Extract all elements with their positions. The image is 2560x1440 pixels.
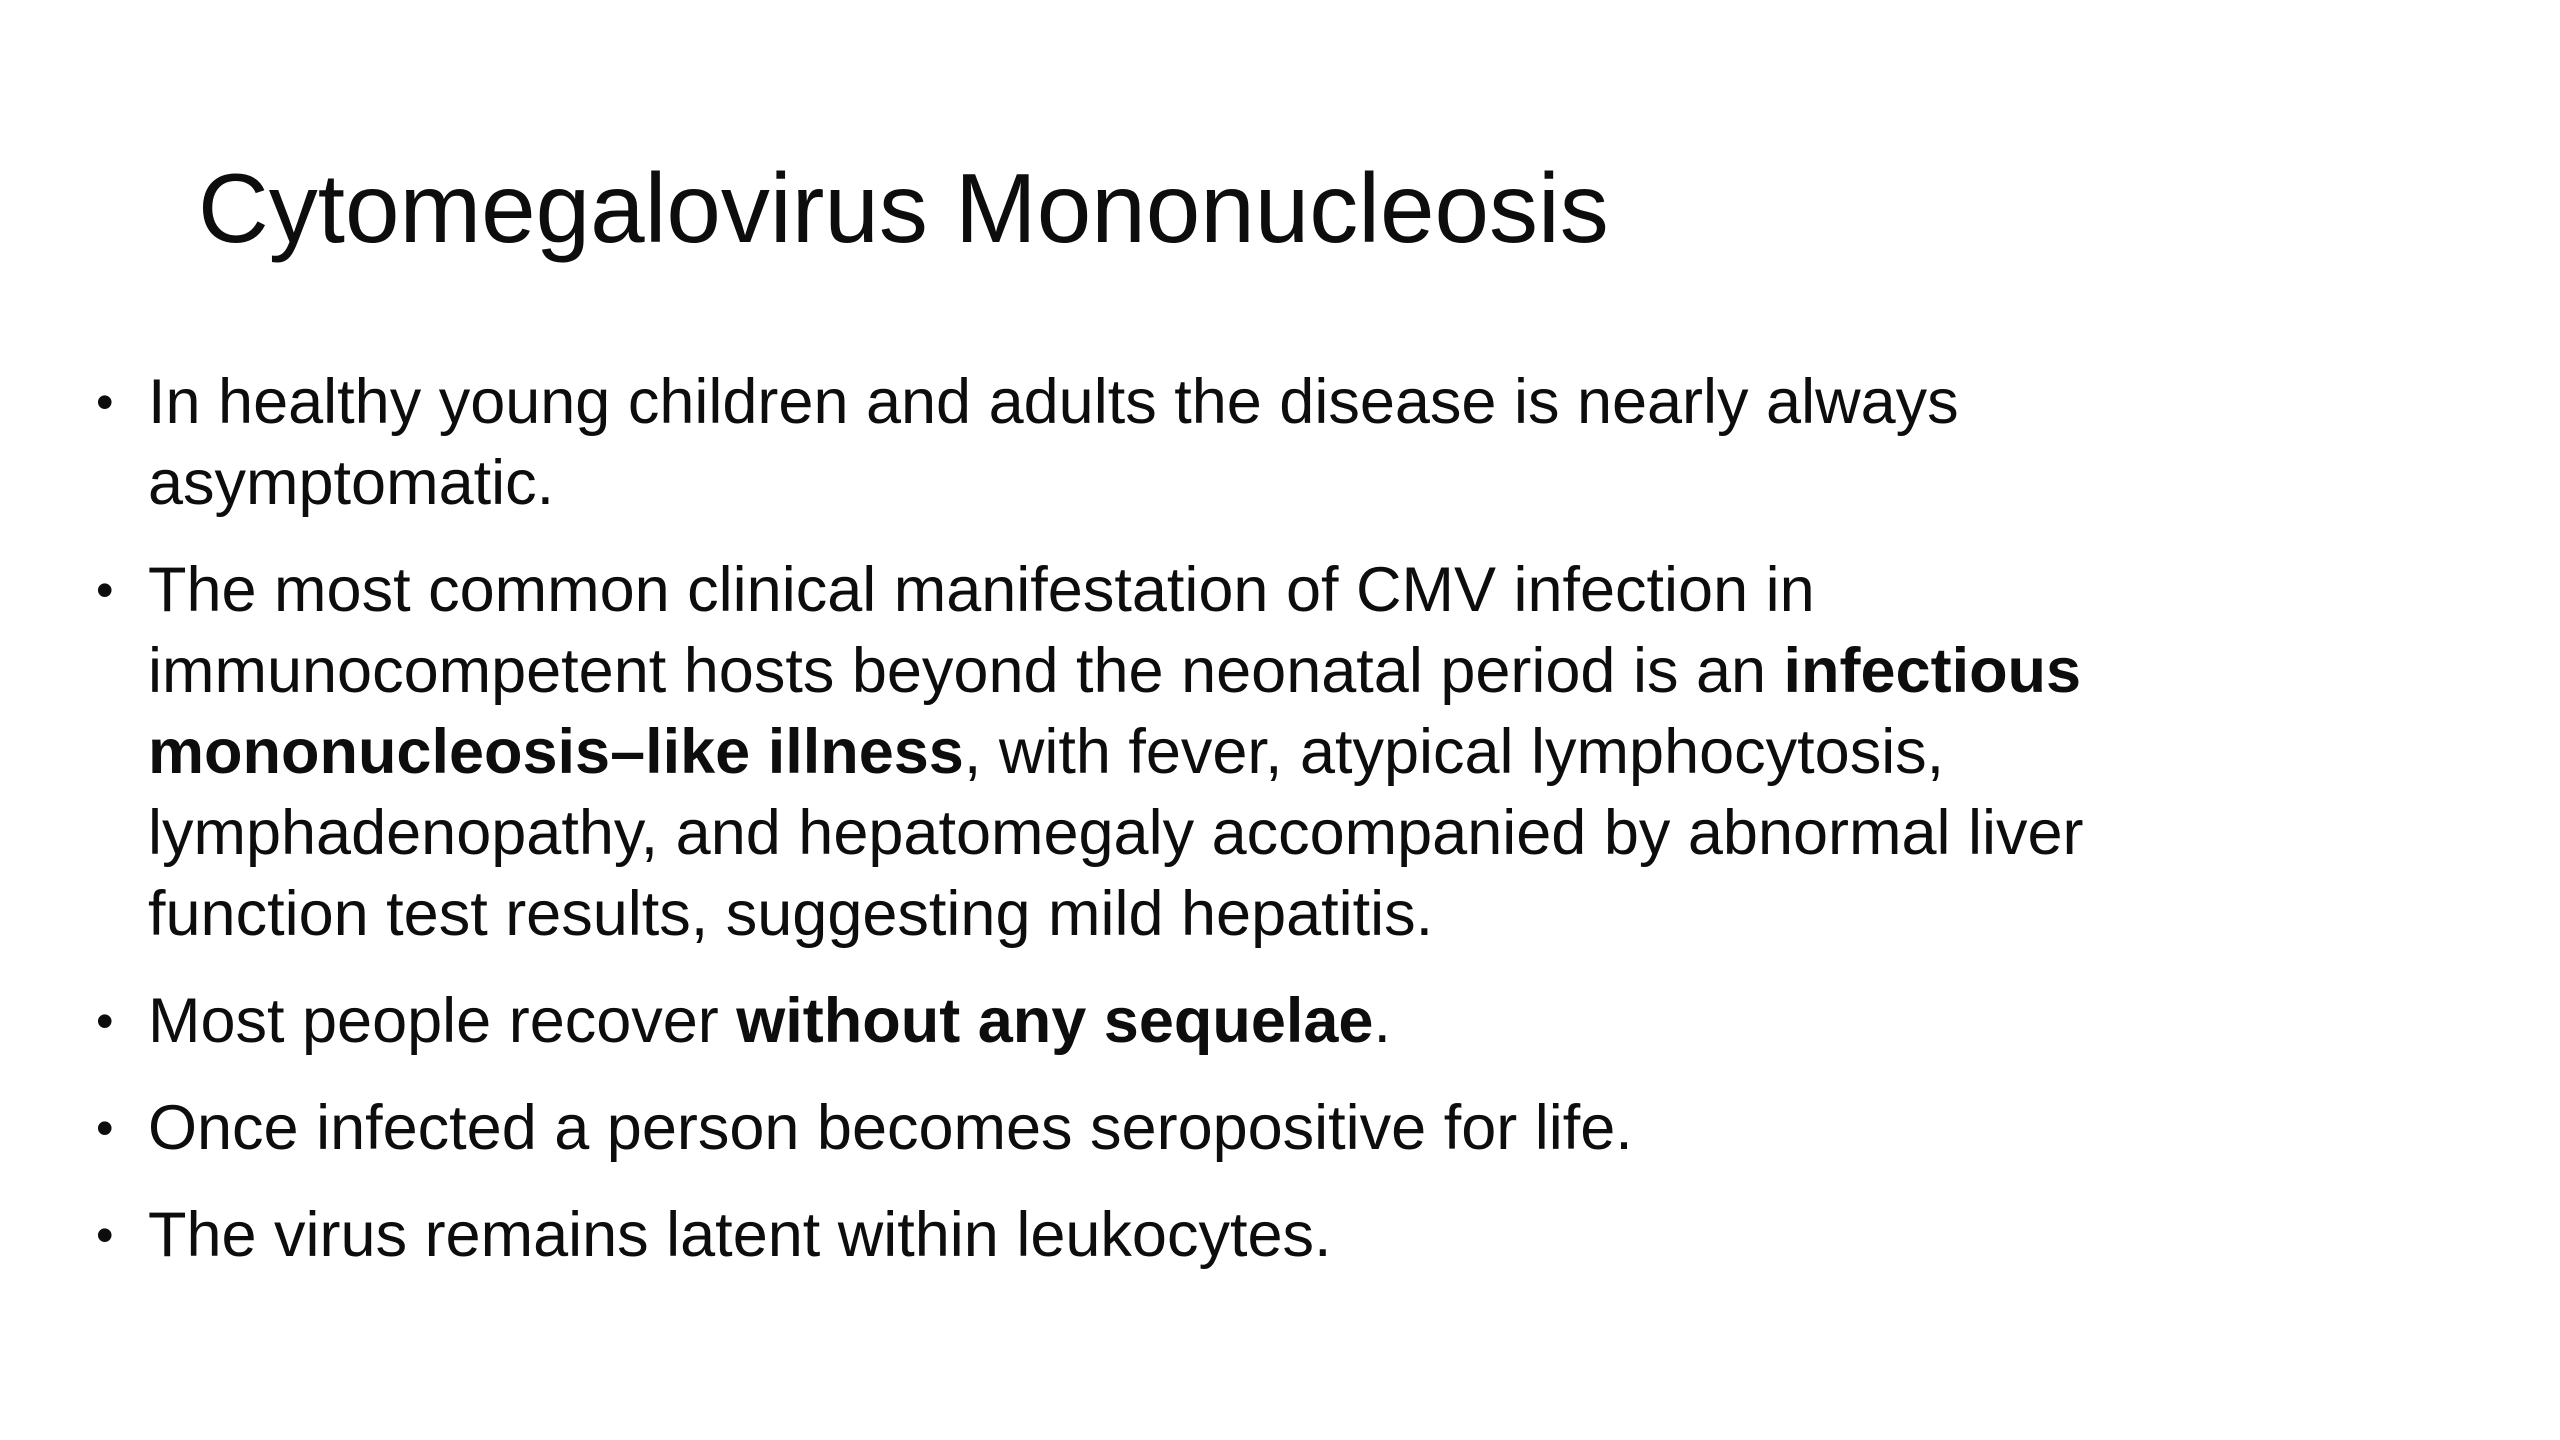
text-run: Most people recover [148, 986, 737, 1056]
bullet-dot: • [96, 1100, 114, 1156]
bullet-line [148, 550, 2376, 631]
bullet-line [148, 631, 2376, 712]
bullet-line [148, 712, 2376, 793]
text-run: asymptomatic. [148, 448, 555, 518]
bullet-line [148, 362, 2376, 443]
bullet-item [96, 1088, 2376, 1169]
bold-text-run: infectious [1783, 636, 2082, 706]
bullet-item [96, 981, 2376, 1062]
bullet-line [148, 1088, 2376, 1169]
bullet-line [148, 793, 2376, 874]
bullet-dot: • [96, 562, 114, 618]
bullet-line [148, 443, 2376, 524]
bold-text-run: without any sequelae [736, 986, 1374, 1056]
bullet-item [96, 362, 2376, 524]
text-run: . [1373, 986, 1391, 1056]
bullet-dot: • [96, 1207, 114, 1263]
bullet-item [96, 1195, 2376, 1276]
bullet-dot: • [96, 374, 114, 430]
bold-text-run: mononucleosis–like illness [148, 717, 964, 787]
bullet-list [96, 362, 2376, 1302]
text-run: In healthy young children and adults the disease is nearly always [148, 367, 1959, 437]
text-run: function test results, suggesting mild hepatitis. [148, 879, 1434, 949]
text-run: The virus remains latent within leukocytes. [148, 1200, 1332, 1270]
text-run: immunocompetent hosts beyond the neonatal period is an [148, 636, 1784, 706]
bullet-line [148, 874, 2376, 955]
bullet-line [148, 981, 2376, 1062]
text-run: , with fever, atypical lymphocytosis, [963, 717, 1945, 787]
slide-title: Cytomegalovirus Mononucleosis [198, 153, 1609, 263]
bullet-dot: • [96, 993, 114, 1049]
text-run: lymphadenopathy, and hepatomegaly accompanied by abnormal liver [148, 798, 2084, 868]
text-run: Once infected a person becomes seropositive for life. [148, 1093, 1633, 1163]
text-run: The most common clinical manifestation of CMV infection in [148, 555, 1815, 625]
bullet-line [148, 1195, 2376, 1276]
bullet-item [96, 550, 2376, 955]
